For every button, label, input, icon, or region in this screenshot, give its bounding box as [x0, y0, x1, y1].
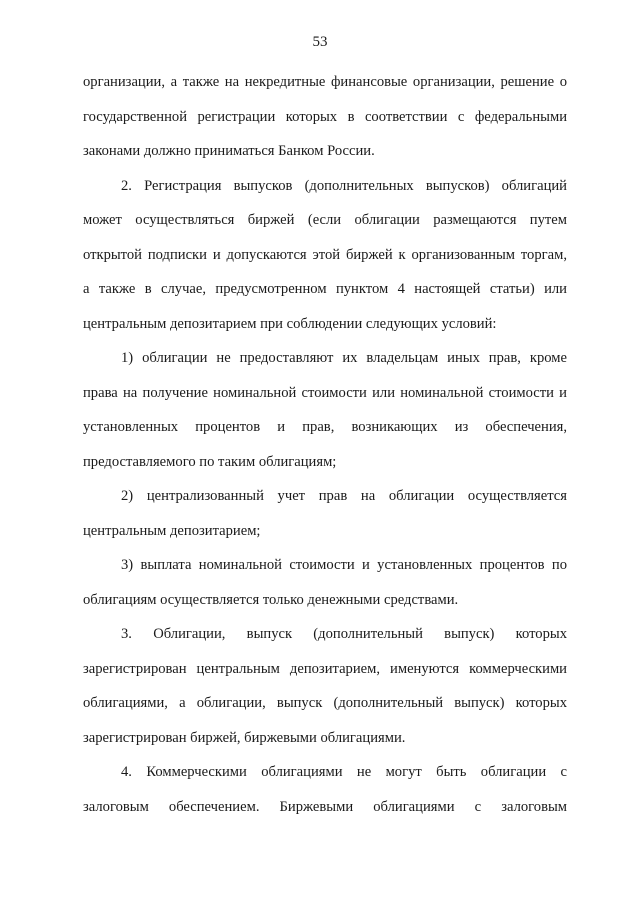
text-line: права на получение номинальной стоимости или номинальной стоимости и — [83, 384, 567, 401]
document-body — [83, 72, 567, 831]
text-line: 2) централизованный учет прав на облигации осуществляется — [121, 488, 567, 504]
paragraph-2 — [83, 176, 567, 349]
paragraph-6 — [83, 624, 567, 762]
text-line: 2. Регистрация выпусков (дополнительных выпусков) облигаций — [121, 177, 567, 194]
text-line: облигациями, а облигации, выпуск (дополнительный выпуск) которых — [83, 695, 567, 711]
text-line: 4. Коммерческими облигациями не могут быть облигации с — [121, 764, 567, 780]
text-line: установленных процентов и прав, возникающих из обеспечения, — [83, 419, 567, 435]
text-line: зарегистрирован биржей, биржевыми облигациями. — [83, 729, 406, 746]
text-line: центральным депозитарием при соблюдении следующих условий: — [83, 315, 497, 332]
paragraph-1 — [83, 72, 567, 176]
paragraph-3 — [83, 348, 567, 486]
text-line: залоговым обеспечением. Биржевыми облигациями с залоговым — [83, 798, 567, 815]
text-line: 3. Облигации, выпуск (дополнительный выпуск) которых — [121, 626, 567, 642]
text-line: центральным депозитарием; — [83, 522, 261, 539]
text-line: организации, а также на некредитные финансовые организации, решение о — [83, 74, 567, 90]
paragraph-5 — [83, 555, 567, 624]
text-line: зарегистрирован центральным депозитарием, именуются коммерческими — [83, 660, 567, 677]
paragraph-4 — [83, 486, 567, 555]
page-number: 53 — [312, 34, 328, 50]
text-line: 3) выплата номинальной стоимости и установленных процентов по — [121, 557, 567, 573]
text-line: государственной регистрации которых в соответствии с федеральными — [83, 108, 567, 125]
text-line: облигациям осуществляется только денежными средствами. — [83, 591, 459, 608]
text-line: предоставляемого по таким облигациям; — [83, 453, 337, 470]
text-line: законами должно приниматься Банком России. — [83, 143, 375, 159]
paragraph-7 — [83, 762, 567, 831]
text-line: 1) облигации не предоставляют их владельцам иных прав, кроме — [121, 350, 567, 366]
text-line: открытой подписки и допускаются этой биржей к организованным торгам, — [83, 246, 567, 263]
text-line: а также в случае, предусмотренном пунктом 4 настоящей статьи) или — [83, 281, 567, 297]
text-line: может осуществляться биржей (если облигации размещаются путем — [83, 212, 567, 228]
